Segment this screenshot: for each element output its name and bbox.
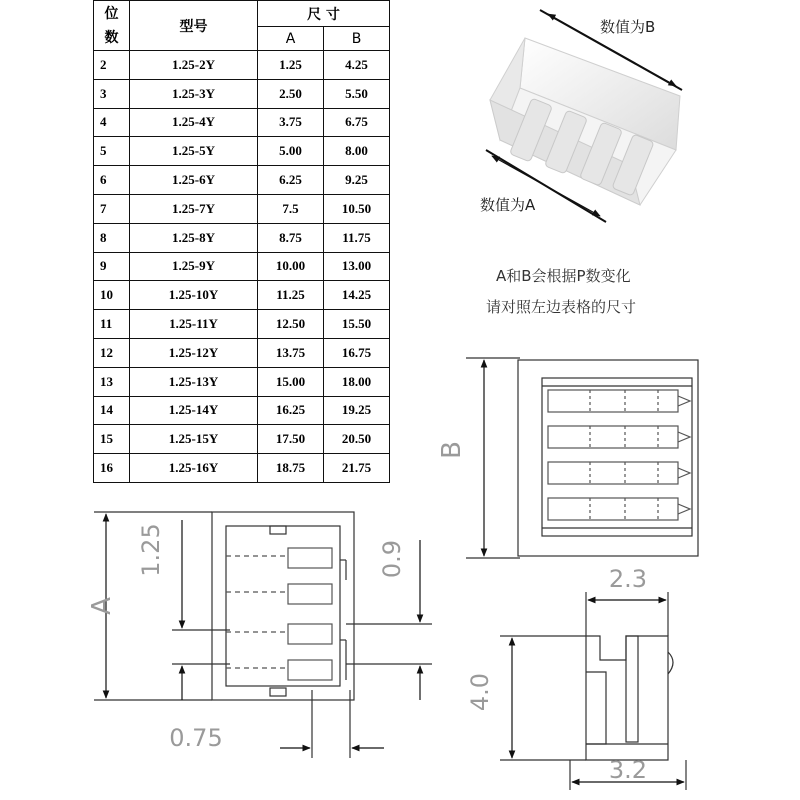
cell-a: 16.25	[258, 396, 324, 425]
header-col-b: B	[324, 27, 390, 51]
cell-b: 15.50	[324, 310, 390, 339]
cell-a: 3.75	[258, 108, 324, 137]
cell-positions: 5	[94, 137, 130, 166]
cell-b: 8.00	[324, 137, 390, 166]
note-line1: A和B会根据P数变化	[496, 267, 631, 285]
cell-b: 5.50	[324, 79, 390, 108]
cell-a: 7.5	[258, 194, 324, 223]
cell-a: 6.25	[258, 166, 324, 195]
cell-a: 5.00	[258, 137, 324, 166]
cell-a: 2.50	[258, 79, 324, 108]
connector-photo	[486, 10, 682, 222]
cell-a: 18.75	[258, 454, 324, 483]
cell-b: 10.50	[324, 194, 390, 223]
cell-positions: 16	[94, 454, 130, 483]
cell-b: 21.75	[324, 454, 390, 483]
cell-positions: 6	[94, 166, 130, 195]
cell-positions: 11	[94, 310, 130, 339]
front-dim-pitch-label: 1.25	[137, 523, 165, 577]
cell-model: 1.25-8Y	[130, 223, 258, 252]
cell-b: 4.25	[324, 51, 390, 80]
cell-b: 20.50	[324, 425, 390, 454]
cell-model: 1.25-9Y	[130, 252, 258, 281]
cell-a: 15.00	[258, 367, 324, 396]
cell-model: 1.25-6Y	[130, 166, 258, 195]
cell-a: 11.25	[258, 281, 324, 310]
header-positions-line1: 位	[104, 5, 119, 22]
cell-model: 1.25-11Y	[130, 310, 258, 339]
cell-model: 1.25-13Y	[130, 367, 258, 396]
cell-a: 10.00	[258, 252, 324, 281]
front-dim-a-label: A	[87, 597, 117, 615]
cell-b: 11.75	[324, 223, 390, 252]
cell-model: 1.25-4Y	[130, 108, 258, 137]
cell-positions: 10	[94, 281, 130, 310]
cell-a: 17.50	[258, 425, 324, 454]
cell-positions: 4	[94, 108, 130, 137]
cell-b: 16.75	[324, 338, 390, 367]
top-view-drawing	[466, 358, 698, 558]
header-positions-line2: 数	[104, 29, 119, 46]
cell-model: 1.25-5Y	[130, 137, 258, 166]
header-dimension: 尺 寸	[258, 1, 390, 27]
cell-positions: 3	[94, 79, 130, 108]
cell-model: 1.25-16Y	[130, 454, 258, 483]
cell-a: 8.75	[258, 223, 324, 252]
cell-b: 18.00	[324, 367, 390, 396]
cell-model: 1.25-14Y	[130, 396, 258, 425]
note-line2: 请对照左边表格的尺寸	[486, 298, 637, 316]
cell-model: 1.25-2Y	[130, 51, 258, 80]
cell-model: 1.25-12Y	[130, 338, 258, 367]
cell-positions: 2	[94, 51, 130, 80]
cell-positions: 15	[94, 425, 130, 454]
header-col-a: A	[258, 27, 324, 51]
cell-positions: 9	[94, 252, 130, 281]
cell-a: 13.75	[258, 338, 324, 367]
side-dim-height-label: 4.0	[466, 672, 494, 712]
photo-label-a: 数值为A	[480, 196, 536, 214]
photo-label-b: 数值为B	[600, 18, 656, 36]
header-model: 型号	[130, 1, 258, 51]
cell-positions: 14	[94, 396, 130, 425]
cell-b: 6.75	[324, 108, 390, 137]
cell-model: 1.25-10Y	[130, 281, 258, 310]
side-dim-depth-label: 2.3	[608, 565, 648, 593]
cell-model: 1.25-15Y	[130, 425, 258, 454]
cell-positions: 12	[94, 338, 130, 367]
cell-positions: 13	[94, 367, 130, 396]
front-dim-offset-label: 0.75	[169, 724, 223, 752]
cell-a: 1.25	[258, 51, 324, 80]
cell-model: 1.25-7Y	[130, 194, 258, 223]
cell-b: 9.25	[324, 166, 390, 195]
cell-b: 19.25	[324, 396, 390, 425]
front-dim-pin-label: 0.9	[378, 539, 406, 579]
cell-model: 1.25-3Y	[130, 79, 258, 108]
cell-a: 12.50	[258, 310, 324, 339]
side-view-drawing	[500, 592, 686, 790]
cell-b: 13.00	[324, 252, 390, 281]
cell-b: 14.25	[324, 281, 390, 310]
cell-positions: 7	[94, 194, 130, 223]
top-dim-b-label: B	[437, 441, 467, 459]
side-dim-base-label: 3.2	[608, 756, 648, 784]
cell-positions: 8	[94, 223, 130, 252]
